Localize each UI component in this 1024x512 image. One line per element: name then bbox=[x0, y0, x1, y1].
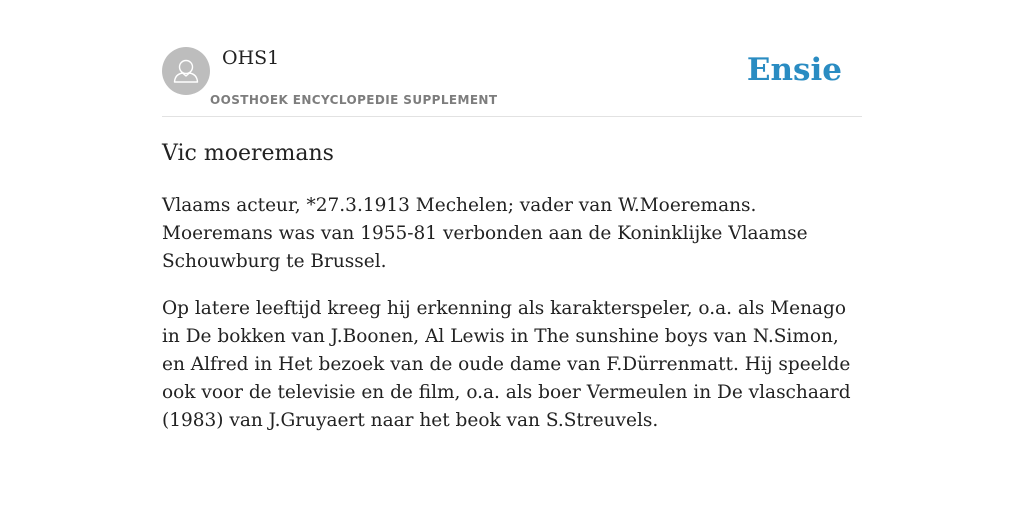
brand-logo[interactable]: Ensie bbox=[746, 52, 842, 88]
article-body bbox=[162, 192, 862, 454]
source-label[interactable]: OOSTHOEK ENCYCLOPEDIE SUPPLEMENT bbox=[210, 93, 498, 107]
article-paragraph: Vlaams acteur, *27.3.1913 Mechelen; vader van W.Moeremans. Moeremans was van 1955-81 verbonden aan de Koninklijke Vlaamse Schouwburg te Brussel. bbox=[162, 195, 808, 272]
header bbox=[162, 46, 862, 117]
avatar[interactable] bbox=[162, 47, 210, 95]
author-name[interactable]: OHS1 bbox=[222, 47, 280, 69]
user-icon bbox=[162, 47, 210, 95]
article-title: Vic moeremans bbox=[162, 141, 334, 166]
article-paragraph: Op latere leeftijd kreeg hij erkenning als karakterspeler, o.a. als Menago in De bokken van J.Boonen, Al Lewis in The sunshine boys van N.Simon, en Alfred in Het bezoek van de oude dame van F.Dürrenmatt. Hij speelde ook voor de televisie en de film, o.a. als boer Vermeulen in De vlaschaard (1983) van J.Gruyaert naar het beok van S.Streuvels. bbox=[162, 298, 851, 431]
